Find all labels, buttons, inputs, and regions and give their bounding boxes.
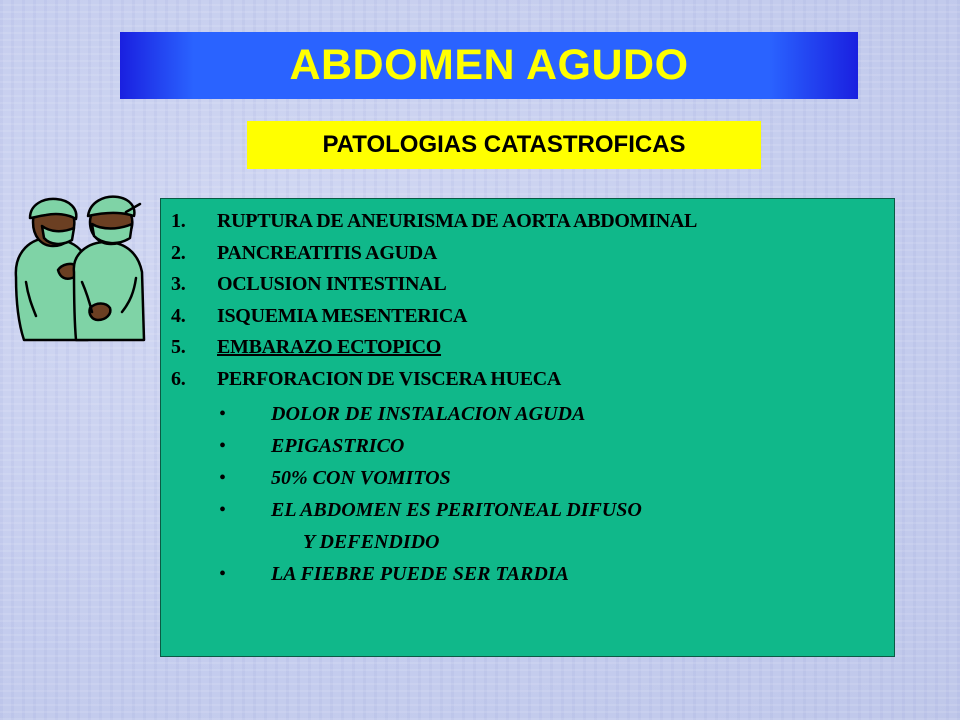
- slide-title: ABDOMEN AGUDO: [289, 41, 689, 89]
- surgeons-icon: [6, 192, 156, 342]
- list-text: ISQUEMIA MESENTERICA: [217, 304, 468, 327]
- bullet-icon: •: [219, 435, 227, 457]
- bullet-icon: •: [219, 563, 227, 585]
- bullet-continuation-text: Y DEFENDIDO: [303, 531, 440, 553]
- list-number: 2.: [171, 241, 186, 264]
- content-panel: [160, 198, 895, 657]
- list-item: [171, 238, 697, 270]
- symptom-list: [219, 398, 642, 590]
- bullet-text: DOLOR DE INSTALACION AGUDA: [271, 403, 586, 425]
- list-text: EMBARAZO ECTOPICO: [217, 336, 442, 358]
- list-number: 3.: [171, 273, 186, 295]
- bullet-item: [219, 462, 642, 494]
- pathology-list: [171, 206, 697, 395]
- list-item: [171, 332, 697, 364]
- list-item: [171, 301, 697, 333]
- bullet-item: [219, 398, 642, 430]
- slide-subtitle: PATOLOGIAS CATASTROFICAS: [322, 131, 686, 158]
- list-number: 4.: [171, 304, 186, 327]
- bullet-text: EL ABDOMEN ES PERITONEAL DIFUSO: [271, 499, 642, 521]
- list-number: 5.: [171, 336, 186, 358]
- list-text: PERFORACION DE VISCERA HUECA: [217, 367, 562, 390]
- list-number: 1.: [171, 210, 186, 232]
- list-text: RUPTURA DE ANEURISMA DE AORTA ABDOMINAL: [217, 210, 698, 232]
- bullet-icon: •: [219, 403, 227, 425]
- title-bar: [120, 32, 858, 99]
- list-number: 6.: [171, 367, 186, 390]
- list-text: PANCREATITIS AGUDA: [217, 241, 438, 264]
- list-item: [171, 364, 697, 396]
- list-text: OCLUSION INTESTINAL: [217, 273, 447, 295]
- bullet-item: [219, 558, 642, 590]
- bullet-icon: •: [219, 467, 227, 489]
- bullet-text: LA FIEBRE PUEDE SER TARDIA: [271, 563, 569, 585]
- list-item: [171, 269, 697, 301]
- bullet-text: 50% CON VOMITOS: [271, 467, 451, 489]
- bullet-item: [219, 494, 642, 526]
- bullet-icon: •: [219, 499, 227, 521]
- subtitle-box: [247, 121, 761, 169]
- bullet-continuation: [219, 526, 642, 558]
- list-item: [171, 206, 697, 238]
- bullet-text: EPIGASTRICO: [271, 435, 405, 457]
- bullet-item: [219, 430, 642, 462]
